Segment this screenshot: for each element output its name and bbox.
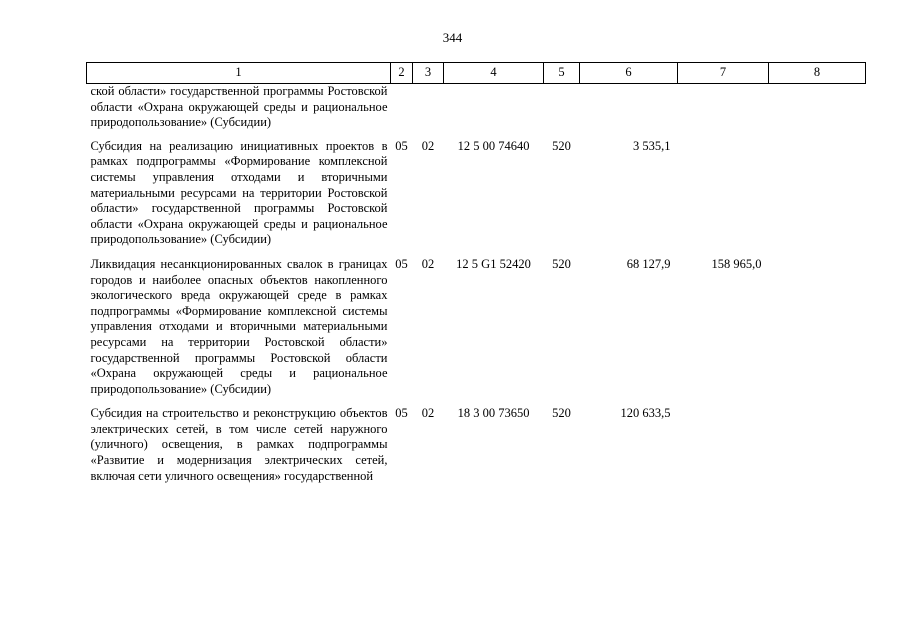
row-amount-col6: 3 535,1 — [633, 138, 671, 153]
row-subsection: 02 — [421, 406, 435, 421]
row-amount-col6: 68 127,9 — [626, 256, 671, 271]
row-target-code — [444, 84, 544, 139]
row-target-code: 12 5 G1 52420 — [456, 256, 531, 271]
row-section: 05 — [395, 138, 408, 153]
header-col-4: 4 — [444, 63, 544, 84]
row-subsection: 02 — [421, 256, 435, 271]
header-col-7: 7 — [678, 63, 769, 84]
row-description: Субсидия на строительство и реконструкцию объектов электрических сетей, в том числе сетей наружного (уличного) освещения, в рамках подпрограммы «Развитие и модернизация электрических сетей, включая сети уличного освещения» государственной — [90, 406, 388, 483]
row-description: Субсидия на реализацию инициативных проектов в рамках подпрограммы «Формирование комплексной системы управления отходами и вторичными материальными ресурсами на территории Ростовской области» государственной программы Ростовской области «Охрана окружающей среды и рациональное природопользование» (Субсидии) — [90, 138, 388, 247]
header-col-5: 5 — [544, 63, 580, 84]
row-amount-col7 — [678, 139, 769, 257]
row-amount-col7: 158 965,0 — [711, 256, 762, 271]
row-expense-type: 520 — [552, 406, 571, 421]
row-amount-col8 — [769, 406, 866, 493]
row-section: 05 — [395, 256, 408, 271]
row-section — [391, 84, 413, 139]
row-amount-col6 — [580, 84, 678, 139]
table-row — [87, 84, 866, 139]
header-col-6: 6 — [580, 63, 678, 84]
budget-table — [86, 62, 866, 493]
row-section: 05 — [395, 406, 408, 421]
row-amount-col7 — [678, 406, 769, 493]
header-col-8: 8 — [769, 63, 866, 84]
table-row — [87, 257, 866, 406]
page-number: 344 — [442, 30, 463, 45]
row-subsection: 02 — [421, 138, 435, 153]
row-expense-type: 520 — [552, 256, 571, 271]
row-target-code: 18 3 00 73650 — [457, 406, 530, 421]
row-target-code: 12 5 00 74640 — [457, 138, 530, 153]
row-amount-col8 — [769, 257, 866, 406]
row-amount-col7 — [678, 84, 769, 139]
row-amount-col8 — [769, 139, 866, 257]
row-subsection — [413, 84, 444, 139]
row-expense-type: 520 — [552, 138, 571, 153]
row-description: Ликвидация несанкционированных свалок в границах городов и наиболее опасных объектов накопленного экологического вреда окружающей среде в рамках подпрограммы «Формирование комплексной системы управления отходами и вторичными материальными ресурсами на территории Ростовской области» государственной программы Ростовской области «Охрана окружающей среды и рациональное природопользование» (Субсидии) — [90, 256, 388, 396]
header-col-1: 1 — [87, 63, 391, 84]
table-row — [87, 406, 866, 493]
header-col-2: 2 — [391, 63, 413, 84]
header-col-3: 3 — [413, 63, 444, 84]
table-header-row — [87, 63, 866, 84]
row-description: ской области» государственной программы Ростовской области «Охрана окружающей среды и рациональное природопользование» (Субсидии) — [90, 84, 388, 130]
row-amount-col8 — [769, 84, 866, 139]
row-expense-type — [544, 84, 580, 139]
row-amount-col6: 120 633,5 — [620, 406, 671, 421]
table-row — [87, 139, 866, 257]
